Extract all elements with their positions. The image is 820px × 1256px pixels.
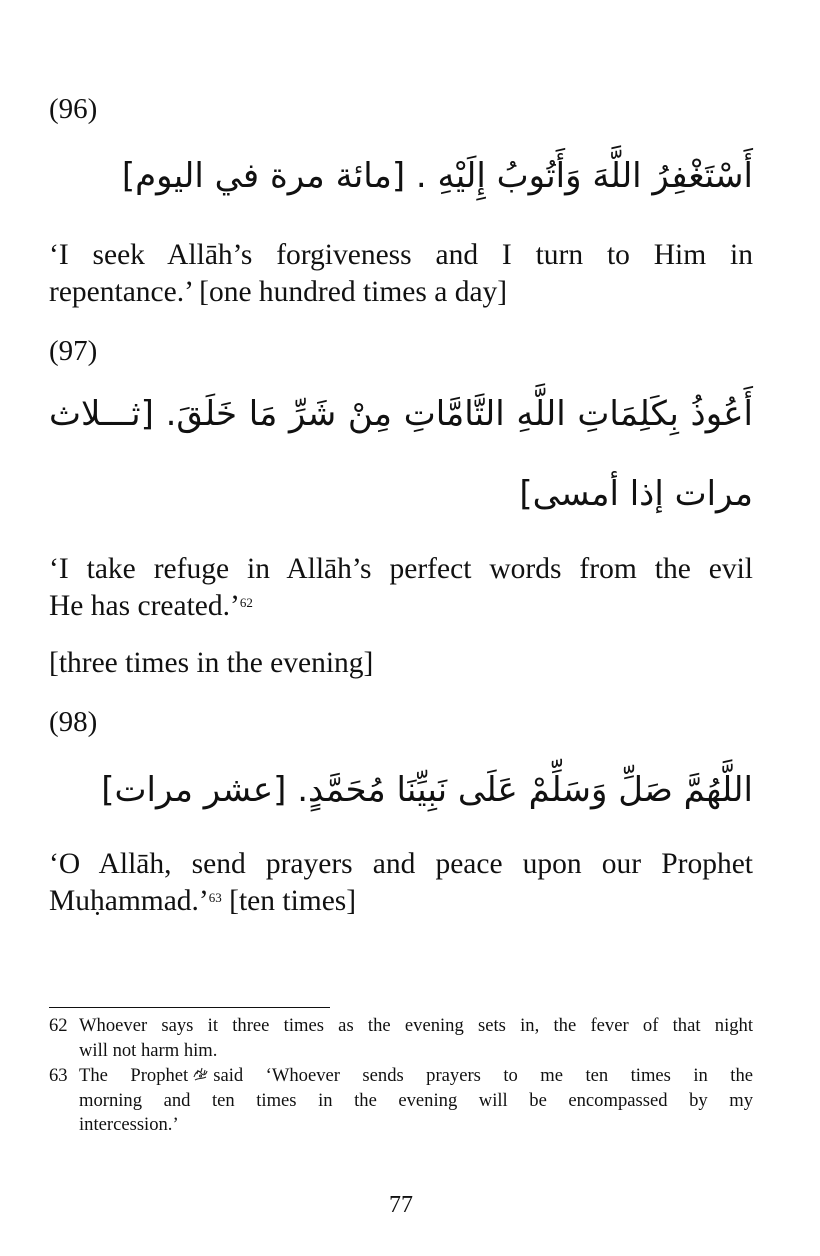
footnote-62-number: 62 (49, 1015, 68, 1036)
arabic-text-98: اللَّهُمَّ صَلِّ وَسَلِّمْ عَلَى نَبِيِّنَا مُحَمَّدٍ. [عشر مرات] (101, 770, 753, 810)
translation-98-text-a: Muḥammad.’ (49, 885, 209, 917)
arabic-text-97-line-2: مرات إذا أمسى] (519, 474, 753, 514)
footnote-63-number: 63 (49, 1065, 68, 1086)
translation-97 (49, 551, 753, 625)
translation-96-line-1: ‘I seek Allāh’s forgiveness and I turn to Him in (49, 239, 753, 271)
translation-97-line-1: ‘I take refuge in Allāh’s perfect words from the evil (49, 553, 753, 585)
footnote-63-line-3: intercession.’ (79, 1114, 179, 1135)
salutation-seal-icon (192, 1067, 209, 1082)
footnote-62-line-1: Whoever says it three times as the evening sets in, the fever of that night (79, 1015, 753, 1036)
translation-98 (49, 846, 753, 920)
translation-96-line-2: repentance.’ [one hundred times a day] (49, 276, 508, 308)
note-97: [three times in the evening] (49, 647, 374, 679)
footnote-63-line-1-b: said ‘Whoever sends prayers to me ten times in the (213, 1065, 753, 1086)
translation-96 (49, 237, 753, 311)
translation-97-text: He has created.’ (49, 590, 240, 622)
arabic-text-96: أَسْتَغْفِرُ اللَّهَ وَأَتُوبُ إِلَيْهِ . [مائة مرة في اليوم] (121, 156, 753, 196)
footnote-63-line-1 (79, 1064, 753, 1089)
footnote-62-line-2: will not harm him. (79, 1039, 218, 1061)
translation-98-line-1: ‘O Allāh, send prayers and peace upon our Prophet (49, 848, 753, 880)
footnote-ref-62[interactable]: 62 (239, 595, 253, 611)
book-page (49, 0, 753, 1256)
translation-97-line-2 (49, 590, 253, 622)
footnote-63-line-1-a: The Prophet (79, 1065, 189, 1086)
footnote-63-line-2: morning and ten times in the evening will be encompassed by my (79, 1089, 753, 1111)
entry-number-98: (98) (49, 706, 98, 738)
footnote-62 (49, 1014, 753, 1063)
arabic-text-97-line-1: أَعُوذُ بِكَلِمَاتِ اللَّهِ التَّامَّاتِ مِنْ شَرِّ مَا خَلَقَ. [ثـــلاث (49, 394, 753, 434)
footnote-divider (49, 1007, 330, 1008)
entry-number-97: (97) (49, 335, 98, 367)
footnote-63-text (79, 1064, 753, 1138)
translation-98-line-2 (49, 885, 356, 917)
translation-98-text-b: [ten times] (221, 885, 357, 917)
entry-number-96: (96) (49, 93, 98, 125)
page-number: 77 (389, 1192, 413, 1218)
footnote-62-text (79, 1014, 753, 1063)
footnote-63 (49, 1064, 753, 1138)
footnote-ref-63[interactable]: 63 (208, 890, 222, 906)
